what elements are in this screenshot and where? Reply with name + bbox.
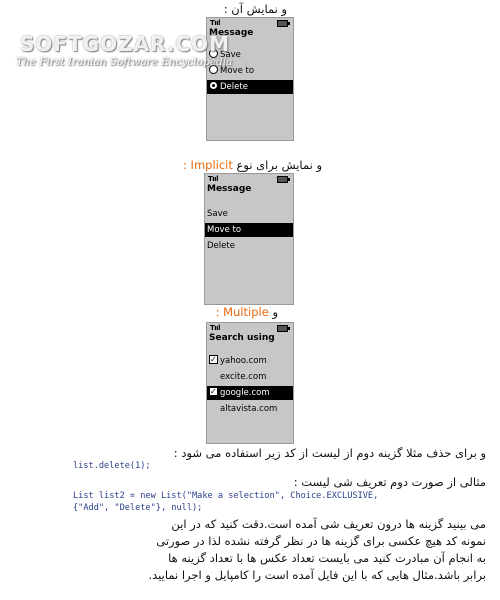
example-code-line2: {"Add", "Delete"}, null); — [73, 503, 203, 513]
battery-icon — [277, 325, 288, 332]
list-item[interactable]: ✓yahoo.com — [207, 354, 293, 368]
list-item[interactable]: excite.com — [220, 372, 267, 382]
signal-icon: Tııl — [210, 19, 220, 27]
battery-icon — [277, 20, 288, 27]
paragraph-line4: برابر باشد.مثال هایی که با این فایل آمده است را کامپایل و اجرا نمایید. — [148, 568, 486, 582]
status-bar — [208, 175, 290, 183]
battery-icon — [277, 176, 288, 183]
list-item[interactable]: Save — [207, 48, 293, 62]
example-code-line1: List list2 = new List("Make a selection", Choice.EXCLUSIVE, — [73, 491, 379, 501]
signal-icon: Tııl — [210, 324, 220, 332]
signal-icon: Tııl — [208, 175, 218, 183]
paragraph-line2: نمونه کد هیچ عکسی برای گزینه ها در نظر گرفته نشده لذا در صورتی — [156, 534, 486, 548]
example-intro-text: مثالی از صورت دوم تعریف شی لیست : — [293, 475, 486, 489]
screen-title: Message — [209, 28, 254, 38]
watermark-tagline: The First Iranian Software Encyclopedia — [16, 56, 233, 68]
delete-code: list.delete(1); — [73, 461, 151, 471]
paragraph-line1: می بینید گزینه ها درون تعریف شی آمده است.دقت کنید که در این — [171, 517, 486, 531]
delete-intro-text: و برای حذف مثلا گزینه دوم از لیست از کد زیر استفاده می شود : — [173, 446, 486, 460]
watermark-brand: SOFTGOZAR.COM — [20, 32, 231, 56]
type-word-implicit: Implicit — [190, 158, 233, 172]
paragraph-line3: به انجام آن مبادرت کنید می بایست تعداد عکس ها با تعداد گزینه ها — [168, 551, 486, 565]
radio-selected-icon[interactable] — [209, 81, 218, 90]
phone-screen-implicit — [204, 173, 294, 305]
section3-caption: و Multiple : — [215, 305, 278, 319]
section1-caption: و نمایش آن : — [223, 2, 287, 16]
checkbox-checked-icon[interactable] — [209, 387, 218, 396]
list-item-selected[interactable]: ✓google.com — [207, 386, 293, 400]
status-bar — [210, 19, 290, 27]
phone-screen-multiple — [206, 322, 294, 444]
list-item[interactable]: Delete — [207, 241, 235, 251]
list-item[interactable]: altavista.com — [220, 404, 278, 414]
list-item-selected[interactable]: Delete — [207, 80, 293, 94]
status-bar — [210, 324, 290, 332]
list-item[interactable]: Move to — [207, 64, 293, 78]
checkbox-checked-icon[interactable] — [209, 355, 218, 364]
screen-title: Search using — [209, 333, 275, 343]
list-item[interactable]: Save — [207, 209, 228, 219]
screen-title: Message — [207, 184, 252, 194]
list-item-selected[interactable]: Move to — [205, 223, 293, 237]
type-word-multiple: Multiple — [223, 305, 269, 319]
section2-caption: و نمایش برای نوع Implicit : — [183, 158, 322, 172]
